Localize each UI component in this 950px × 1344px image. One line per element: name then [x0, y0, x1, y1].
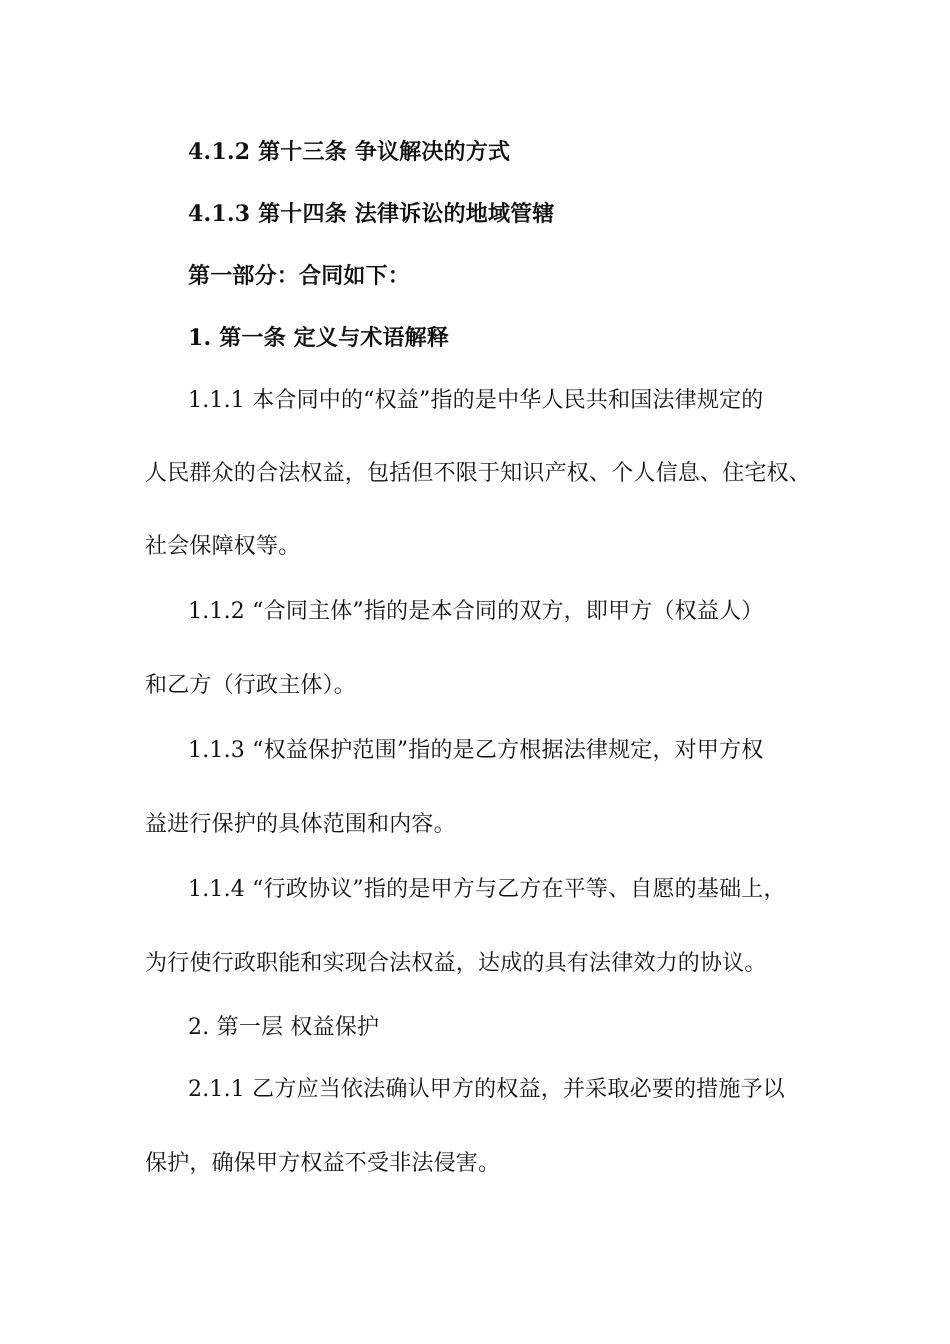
clause-1-1-3-line-1: 1.1.3 “权益保护范围”指的是乙方根据法律规定，对甲方权 [188, 738, 764, 763]
clause-1-1-2-line-1: 1.1.2 “合同主体”指的是本合同的双方，即甲方（权益人） [188, 599, 764, 624]
clause-1-1-2-line-2: 和乙方（行政主体）。 [145, 673, 357, 698]
clause-2-1-1-line-2: 保护，确保甲方权益不受非法侵害。 [145, 1151, 501, 1176]
clause-1-1-1-line-1: 1.1.1 本合同中的“权益”指的是中华人民共和国法律规定的 [188, 388, 764, 413]
clause-1-1-4-line-1: 1.1.4 “行政协议”指的是甲方与乙方在平等、自愿的基础上， [188, 877, 786, 902]
heading-4-1-2: 4.1.2 第十三条 争议解决的方式 [188, 139, 511, 165]
heading-4-1-3: 4.1.3 第十四条 法律诉讼的地域管辖 [188, 201, 555, 227]
heading-layer-2: 2. 第一层 权益保护 [188, 1015, 380, 1040]
clause-1-1-4-line-2: 为行使行政职能和实现合法权益，达成的具有法律效力的协议。 [145, 951, 767, 976]
heading-article-1: 1. 第一条 定义与术语解释 [188, 325, 450, 351]
clause-2-1-1-line-1: 2.1.1 乙方应当依法确认甲方的权益，并采取必要的措施予以 [188, 1077, 785, 1102]
clause-1-1-3-line-2: 益进行保护的具体范围和内容。 [145, 812, 456, 837]
clause-1-1-1-line-2: 人民群众的合法权益，包括但不限于知识产权、个人信息、住宅权、 [145, 461, 812, 486]
clause-1-1-1-line-3: 社会保障权等。 [145, 534, 301, 559]
heading-part-one: 第一部分：合同如下： [188, 263, 411, 289]
